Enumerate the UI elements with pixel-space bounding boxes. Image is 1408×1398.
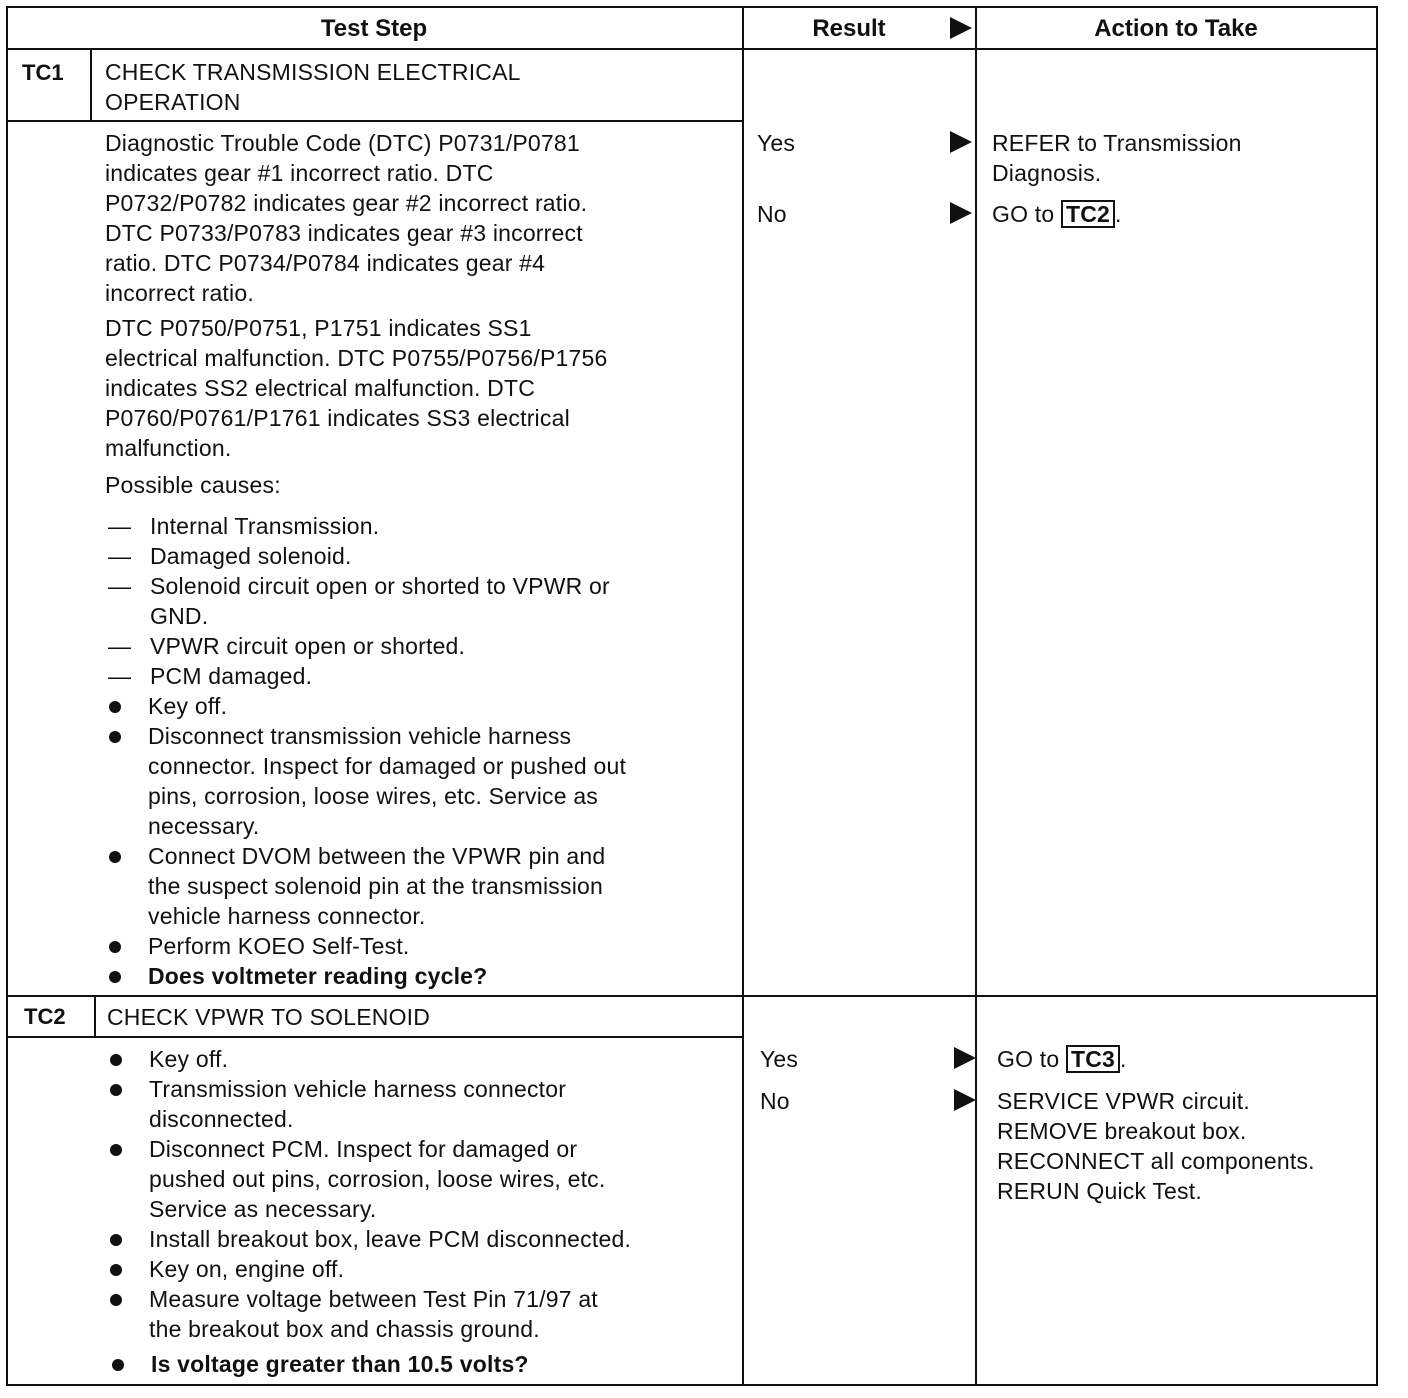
tc1-para2-line: indicates SS2 electrical malfunction. DTC [105, 375, 536, 401]
tc1-id: TC1 [22, 60, 64, 85]
tc1-para2-line: DTC P0750/P0751, P1751 indicates SS1 [105, 315, 532, 341]
dash-icon: — [108, 633, 131, 659]
tc1-cause: Internal Transmission. [150, 513, 380, 539]
tc1-para1-line: P0732/P0782 indicates gear #2 incorrect ratio. [105, 190, 588, 216]
tc2-step-cont: the breakout box and chassis ground. [149, 1316, 540, 1342]
bullet-icon [109, 851, 121, 863]
bullet-icon [110, 1234, 122, 1246]
tc1-cause-cont: GND. [150, 603, 209, 629]
bullet-icon [109, 731, 121, 743]
tc1-no-action-prefix: GO to [992, 201, 1055, 227]
dash-icon: — [108, 543, 131, 569]
tc2-yes-action [997, 1044, 1127, 1074]
tc1-step: Perform KOEO Self-Test. [148, 933, 410, 959]
tc2-no-action-line: SERVICE VPWR circuit. [997, 1088, 1250, 1114]
tc2-step: Disconnect PCM. Inspect for damaged or [149, 1136, 578, 1162]
tc1-para1-line: DTC P0733/P0783 indicates gear #3 incorrect [105, 220, 583, 246]
header-arrow-icon [950, 17, 972, 39]
tc1-cause: PCM damaged. [150, 663, 313, 689]
tc1-title-line-2: OPERATION [105, 89, 241, 115]
bullet-icon [109, 941, 121, 953]
table-top-border [6, 6, 1378, 8]
tc2-reference-link[interactable]: TC2 [1061, 200, 1115, 228]
tc1-step-cont: pins, corrosion, loose wires, etc. Service as [148, 783, 599, 809]
tc2-id-divider [94, 996, 96, 1037]
tc1-para2-line: P0760/P0761/P1761 indicates SS3 electrical [105, 405, 570, 431]
tc2-step: Key off. [149, 1046, 229, 1072]
tc1-step-cont: connector. Inspect for damaged or pushed out [148, 753, 627, 779]
tc1-step: Connect DVOM between the VPWR pin and [148, 843, 606, 869]
tc2-result-yes: Yes [760, 1046, 799, 1072]
bullet-icon [110, 1294, 122, 1306]
tc1-result-no: No [757, 201, 787, 227]
tc1-step: Disconnect transmission vehicle harness [148, 723, 572, 749]
bullet-icon [112, 1359, 124, 1371]
tc1-para1-line: ratio. DTC P0734/P0784 indicates gear #4 [105, 250, 546, 276]
tc1-step: Key off. [148, 693, 228, 719]
tc2-id: TC2 [24, 1004, 66, 1029]
tc2-step-cont: pushed out pins, corrosion, loose wires, etc. [149, 1166, 606, 1192]
header-bottom-rule [6, 48, 1378, 50]
dash-icon: — [108, 513, 131, 539]
tc1-yes-arrow-icon [950, 131, 972, 153]
bullet-icon [110, 1054, 122, 1066]
tc1-para1-line: Diagnostic Trouble Code (DTC) P0731/P0781 [105, 130, 580, 156]
tc2-step-cont: disconnected. [149, 1106, 294, 1132]
tc2-title-box-bottom [6, 1036, 743, 1038]
result-column-divider [742, 6, 744, 1384]
tc2-yes-action-prefix: GO to [997, 1046, 1060, 1072]
bullet-icon [110, 1084, 122, 1096]
tc1-causes-label: Possible causes: [105, 472, 281, 498]
tc2-title: CHECK VPWR TO SOLENOID [107, 1004, 431, 1030]
tc1-tc2-separator [6, 995, 1378, 997]
tc1-para1-line: indicates gear #1 incorrect ratio. DTC [105, 160, 494, 186]
bullet-icon [110, 1144, 122, 1156]
tc2-question: Is voltage greater than 10.5 volts? [151, 1351, 529, 1377]
bullet-icon [109, 971, 121, 983]
header-test-step: Test Step [320, 15, 428, 42]
tc2-yes-action-suffix: . [1120, 1046, 1127, 1072]
tc1-no-action-suffix: . [1115, 201, 1122, 227]
tc1-result-yes: Yes [757, 130, 796, 156]
tc1-cause: Solenoid circuit open or shorted to VPWR or [150, 573, 610, 599]
header-action: Action to Take [1094, 15, 1258, 42]
action-column-divider [975, 6, 977, 1384]
tc1-yes-action-line: Diagnosis. [992, 160, 1102, 186]
tc2-step: Install breakout box, leave PCM disconnected. [149, 1226, 632, 1252]
tc2-step: Measure voltage between Test Pin 71/97 at [149, 1286, 598, 1312]
tc2-yes-arrow-icon [954, 1047, 976, 1069]
table-left-border [6, 6, 8, 1386]
table-bottom-border [6, 1384, 1378, 1386]
tc1-para2-line: malfunction. [105, 435, 232, 461]
tc2-step: Transmission vehicle harness connector [149, 1076, 567, 1102]
tc1-step-cont: vehicle harness connector. [148, 903, 426, 929]
tc2-no-action-line: RECONNECT all components. [997, 1148, 1315, 1174]
dash-icon: — [108, 573, 131, 599]
tc1-no-action [992, 199, 1122, 229]
tc1-id-divider [90, 48, 92, 121]
table-right-border [1376, 6, 1378, 1386]
tc2-step-cont: Service as necessary. [149, 1196, 377, 1222]
tc1-cause: VPWR circuit open or shorted. [150, 633, 466, 659]
tc1-cause: Damaged solenoid. [150, 543, 352, 569]
tc3-reference-link[interactable]: TC3 [1066, 1045, 1120, 1073]
bullet-icon [109, 701, 121, 713]
tc2-no-action-line: RERUN Quick Test. [997, 1178, 1202, 1204]
tc1-para2-line: electrical malfunction. DTC P0755/P0756/P1756 [105, 345, 608, 371]
tc1-yes-action-line: REFER to Transmission [992, 130, 1242, 156]
tc2-no-action-line: REMOVE breakout box. [997, 1118, 1247, 1144]
tc1-step-cont: necessary. [148, 813, 260, 839]
dash-icon: — [108, 663, 131, 689]
tc2-no-arrow-icon [954, 1089, 976, 1111]
tc1-para1-line: incorrect ratio. [105, 280, 254, 306]
tc1-step-cont: the suspect solenoid pin at the transmission [148, 873, 603, 899]
tc1-no-arrow-icon [950, 202, 972, 224]
bullet-icon [110, 1264, 122, 1276]
tc2-step: Key on, engine off. [149, 1256, 345, 1282]
tc1-title-box-bottom [6, 120, 743, 122]
tc2-result-no: No [760, 1088, 790, 1114]
tc1-title-line-1: CHECK TRANSMISSION ELECTRICAL [105, 59, 521, 85]
tc1-question: Does voltmeter reading cycle? [148, 963, 488, 989]
header-result: Result [812, 15, 886, 42]
